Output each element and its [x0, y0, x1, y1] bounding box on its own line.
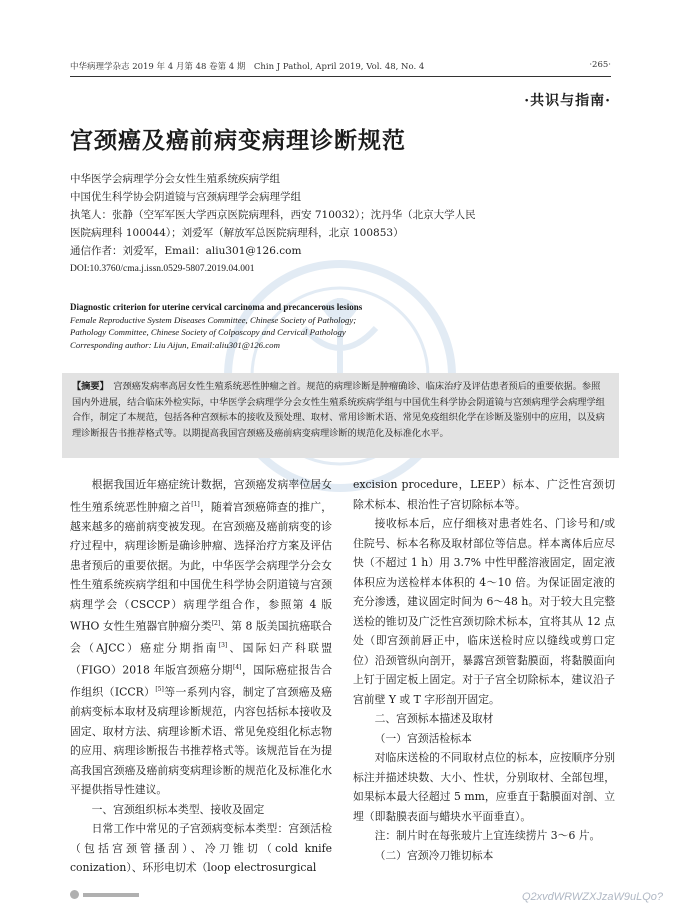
journal-citation: 中华病理学杂志 2019 年 4 月第 48 卷第 4 期 Chin J Pathol, April 2019, Vol. 48, No. 4: [70, 62, 425, 72]
biopsy-note: 注：制片时在每张玻片上宜连续捞片 3～6 片。: [374, 829, 601, 842]
left-column: [70, 475, 332, 878]
english-title: Diagnostic criterion for uterine cervical carcinoma and precancerous lesions: [70, 302, 363, 312]
intro-paragraph: 根据我国近年癌症统计数据，宫颈癌发病率位居女性生殖系统恶性肿瘤之首[1]，随着宫颈癌筛查的推广，越来越多的癌前病变被发现。在宫颈癌及癌前病变的诊疗过程中，病理诊断是确诊肿瘤、选择治疗方案及评估患者预后的重要依据。为此，中华医学会病理学分会女性生殖系统疾病学组和中国优生科学协会阴道镜与宫颈病理学会（CSCCP）病理学组合作，参照第 4 版 WHO 女性生殖器官肿瘤分类[2]、第 8 版美国抗癌联合会（AJCC）癌症分期指南[3]、国际妇产科联盟（FIGO）2018 年版宫颈癌分期[4]，国际癌症报告合作组织（ICCR）[5]等一系列内容，制定了宫颈癌及癌前病变标本取材及病理诊断规范，内容包括标本接收及固定、取材方法、病理诊断术语、常见免疫组化标志物的应用、病理诊断报告书推荐格式等。该规范旨在为提高我国宫颈癌及癌前病变病理诊断的规范化及标准化水平提供指导性建议。: [70, 478, 333, 797]
biopsy-paragraph: 对临床送检的不同取材点位的标本，应按顺序分别标注并描述块数、大小、性状，分别取材、全部包埋，如果标本最大径超过 5 mm，应垂直于黏膜面对剖、立埋（即黏膜表面与蜡块水平面垂直）。: [353, 751, 615, 823]
subsection-heading-cone: （二）宫颈冷刀锥切标本: [374, 848, 494, 862]
body-columns: [70, 475, 615, 878]
english-corresponding: Corresponding author: Liu Aijun, Email:aliu301@126.com: [70, 339, 280, 350]
doi: DOI:10.3760/cma.j.issn.0529-5807.2019.04.001: [70, 264, 255, 274]
writers-line-1: 执笔人：张静（空军军医大学西京医院病理科，西安 710032）；沈丹华（北京大学人民: [70, 209, 476, 221]
specimen-types-continued: excision procedure，LEEP）标本、广泛性宫颈切除术标本、根治性子宫切除标本等。: [353, 478, 615, 511]
author-group-2: 中国优生科学协会阴道镜与宫颈病理学会病理学组: [70, 191, 301, 203]
subsection-heading-biopsy: （一）宫颈活检标本: [374, 731, 472, 745]
publisher-logo: [70, 890, 139, 899]
english-affiliation-2: Pathology Committee, Chinese Society of Colposcopy and Cervical Pathology: [70, 327, 346, 337]
section-tag: ·共识与指南·: [524, 93, 611, 109]
author-block: [70, 170, 610, 278]
abstract-label: 【摘要】: [72, 381, 105, 392]
english-title-block: [70, 301, 610, 351]
watermark-code: Q2xvdWRWZXJzaW9uLQo?: [521, 891, 663, 903]
section-heading-1: 一、宫颈组织标本类型、接收及固定: [91, 802, 265, 816]
corresponding-author: 通信作者：刘爱军，Email：aliu301@126.com: [70, 245, 302, 257]
logo-icon: [70, 890, 79, 899]
specimen-types-paragraph: 日常工作中常见的子宫颈病变标本类型：宫颈活检（包括宫颈管搔刮）、冷刀锥切（cold knife conization）、环形电切术（loop electrosurgical: [70, 822, 332, 875]
english-affiliation-1: Female Reproductive System Diseases Committee, Chinese Society of Pathology;: [70, 314, 357, 325]
fixation-paragraph: 接收标本后，应仔细核对患者姓名、门诊号和/或住院号、标本名称及取材部位等信息。样本离体后应尽快（不超过 1 h）用 3.7% 中性甲醛溶液固定，固定液体积应为送检样本体积的 4～10 倍。为保证固定液的充分渗透，建议固定时间为 6～48 h。对于较大且完整送检的锥切及广泛性宫颈切除术标本，宜将其从 12 点处（即宫颈前唇正中，临床送检时应以缝线或剪口定位）沿颈管纵向剖开，暴露宫颈管黏膜面，将黏膜面向上钉于固定板上固定。对于子宫全切除标本，建议沿子宫前壁 Y 或 T 字形剖开固定。: [353, 517, 615, 706]
author-group-1: 中华医学会病理学分会女性生殖系统疾病学组: [70, 173, 280, 185]
section-heading-2: 二、宫颈标本描述及取材: [374, 712, 494, 725]
page-number: ·265·: [589, 60, 611, 70]
article-title: 宫颈癌及癌前病变病理诊断规范: [70, 127, 406, 154]
running-header: [70, 60, 611, 77]
abstract-text: 宫颈癌发病率高居女性生殖系统恶性肿瘤之首。规范的病理诊断是肿瘤确诊、临床治疗及评估患者预后的重要依据。参照国内外进展，结合临床外检实际，中华医学会病理学分会女性生殖系统疾病学组与中国优生科学协会阴道镜与宫颈病理学会病理学组合作，制定了本规范，包括各种宫颈标本的接收及预处理、取材、常用诊断术语、常见免疫组织化学在诊断及鉴别中的应用，以及病理诊断报告书推荐格式等。以期提高我国宫颈癌及癌前病变病理诊断的规范化及标准化水平。: [72, 381, 605, 439]
right-column: [353, 475, 615, 878]
logo-wordmark-icon: [83, 891, 139, 899]
writers-line-2: 医院病理科 100044）；刘爱军（解放军总医院病理科，北京 100853）: [70, 227, 404, 239]
abstract-box: [62, 373, 619, 458]
